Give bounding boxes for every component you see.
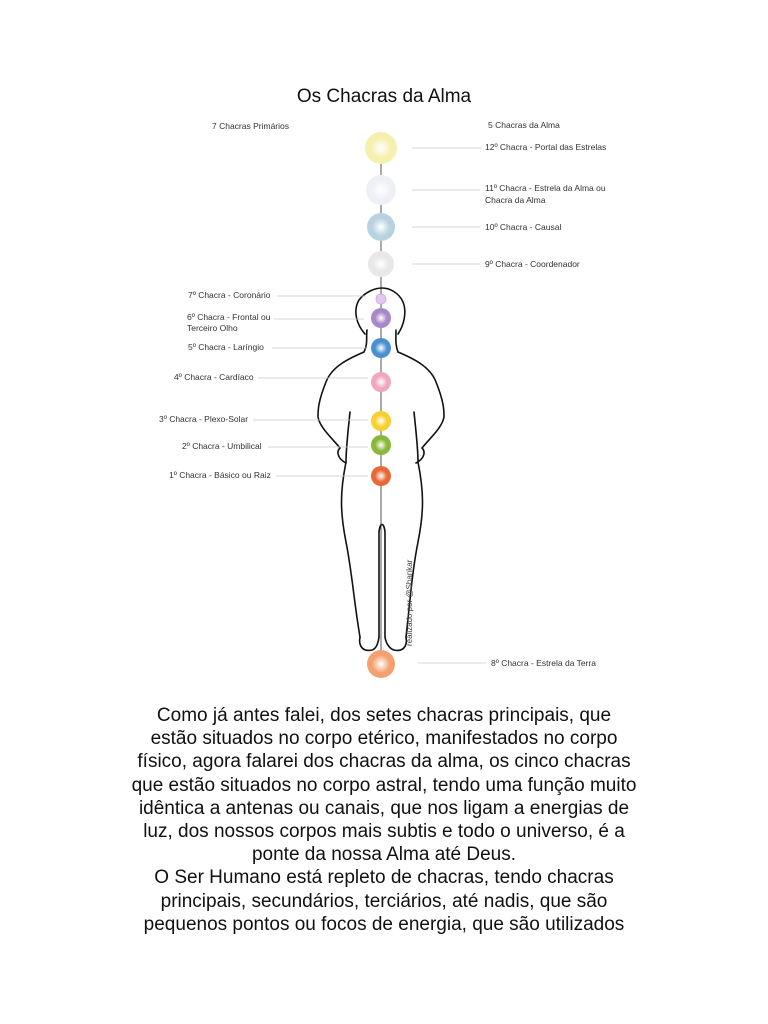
text-line: principais, secundários, terciários, até nadis, que são xyxy=(160,890,608,912)
soul-label: 11º Chacra - Estrela da Alma ou xyxy=(485,183,606,193)
primary-label: 4º Chacra - Cardíaco xyxy=(174,372,254,382)
primary-chakra-labels xyxy=(159,290,271,480)
chakra-3-glow xyxy=(375,415,387,427)
primary-label: 2º Chacra - Umbilical xyxy=(182,441,262,451)
chakra-8-glow xyxy=(372,655,390,673)
soul-label: 12º Chacra - Portal das Estrelas xyxy=(485,142,607,152)
chakra-9-glow xyxy=(373,256,389,272)
page-title: Os Chacras da Alma xyxy=(296,86,472,107)
soul-label: 8º Chacra - Estrela da Terra xyxy=(491,658,596,668)
primary-label: 6º Chacra - Frontal ou xyxy=(187,312,271,322)
body-text xyxy=(100,704,668,936)
text-line: idêntica a antenas ou canais, que nos ligam a energias de xyxy=(138,797,630,819)
text-line: físico, agora falarei dos chacras da alma, os cinco chacras xyxy=(137,751,631,773)
primary-label-line2: Terceiro Olho xyxy=(187,323,238,333)
image-credit: realizado por @Shankar xyxy=(405,559,414,646)
chakra-10-glow xyxy=(372,218,390,236)
chakra-2-glow xyxy=(375,439,387,451)
paragraph-2 xyxy=(100,866,668,936)
soul-label-line2: Chacra da Alma xyxy=(485,195,546,205)
soul-chakra-labels xyxy=(485,142,606,668)
text-line: que estão situados no corpo astral, tendo uma função muito xyxy=(131,774,637,796)
primary-label: 1º Chacra - Básico ou Raiz xyxy=(169,470,271,480)
text-line: luz, dos nossos corpos mais subtis e todo o universo, é a xyxy=(143,821,625,843)
text-line: estão situados no corpo etérico, manifestados no corpo xyxy=(150,728,618,750)
right-heading: 5 Chacras da Alma xyxy=(488,120,560,130)
text-line: ponte da nossa Alma até Deus. xyxy=(251,844,517,866)
left-heading: 7 Chacras Primários xyxy=(212,121,289,131)
chakra-1-glow xyxy=(375,470,387,482)
primary-leader-lines xyxy=(253,296,368,476)
chakra-6-glow xyxy=(375,312,387,324)
chakra-4-glow xyxy=(375,376,387,388)
soul-leader-lines xyxy=(412,148,486,663)
chakra-diagram-svg xyxy=(150,112,620,684)
chakra-11-glow xyxy=(371,180,391,200)
paragraph-1 xyxy=(100,704,668,866)
text-line: Como já antes falei, dos setes chacras principais, que xyxy=(156,705,612,726)
primary-label: 5º Chacra - Laríngio xyxy=(188,342,264,352)
chakra-5-glow xyxy=(375,342,387,354)
chakra-diagram xyxy=(150,112,620,684)
primary-label: 3º Chacra - Plexo-Solar xyxy=(159,414,249,424)
chakra-7 xyxy=(376,294,386,304)
soul-label: 9º Chacra - Coordenador xyxy=(485,259,580,269)
chakra-12-glow xyxy=(371,138,391,158)
text-line: pequenos pontos ou focos de energia, que são utilizados xyxy=(143,913,625,935)
text-line: O Ser Humano está repleto de chacras, tendo chacras xyxy=(154,867,614,889)
soul-label: 10º Chacra - Causal xyxy=(485,222,562,232)
primary-label: 7º Chacra - Coronário xyxy=(188,290,271,300)
